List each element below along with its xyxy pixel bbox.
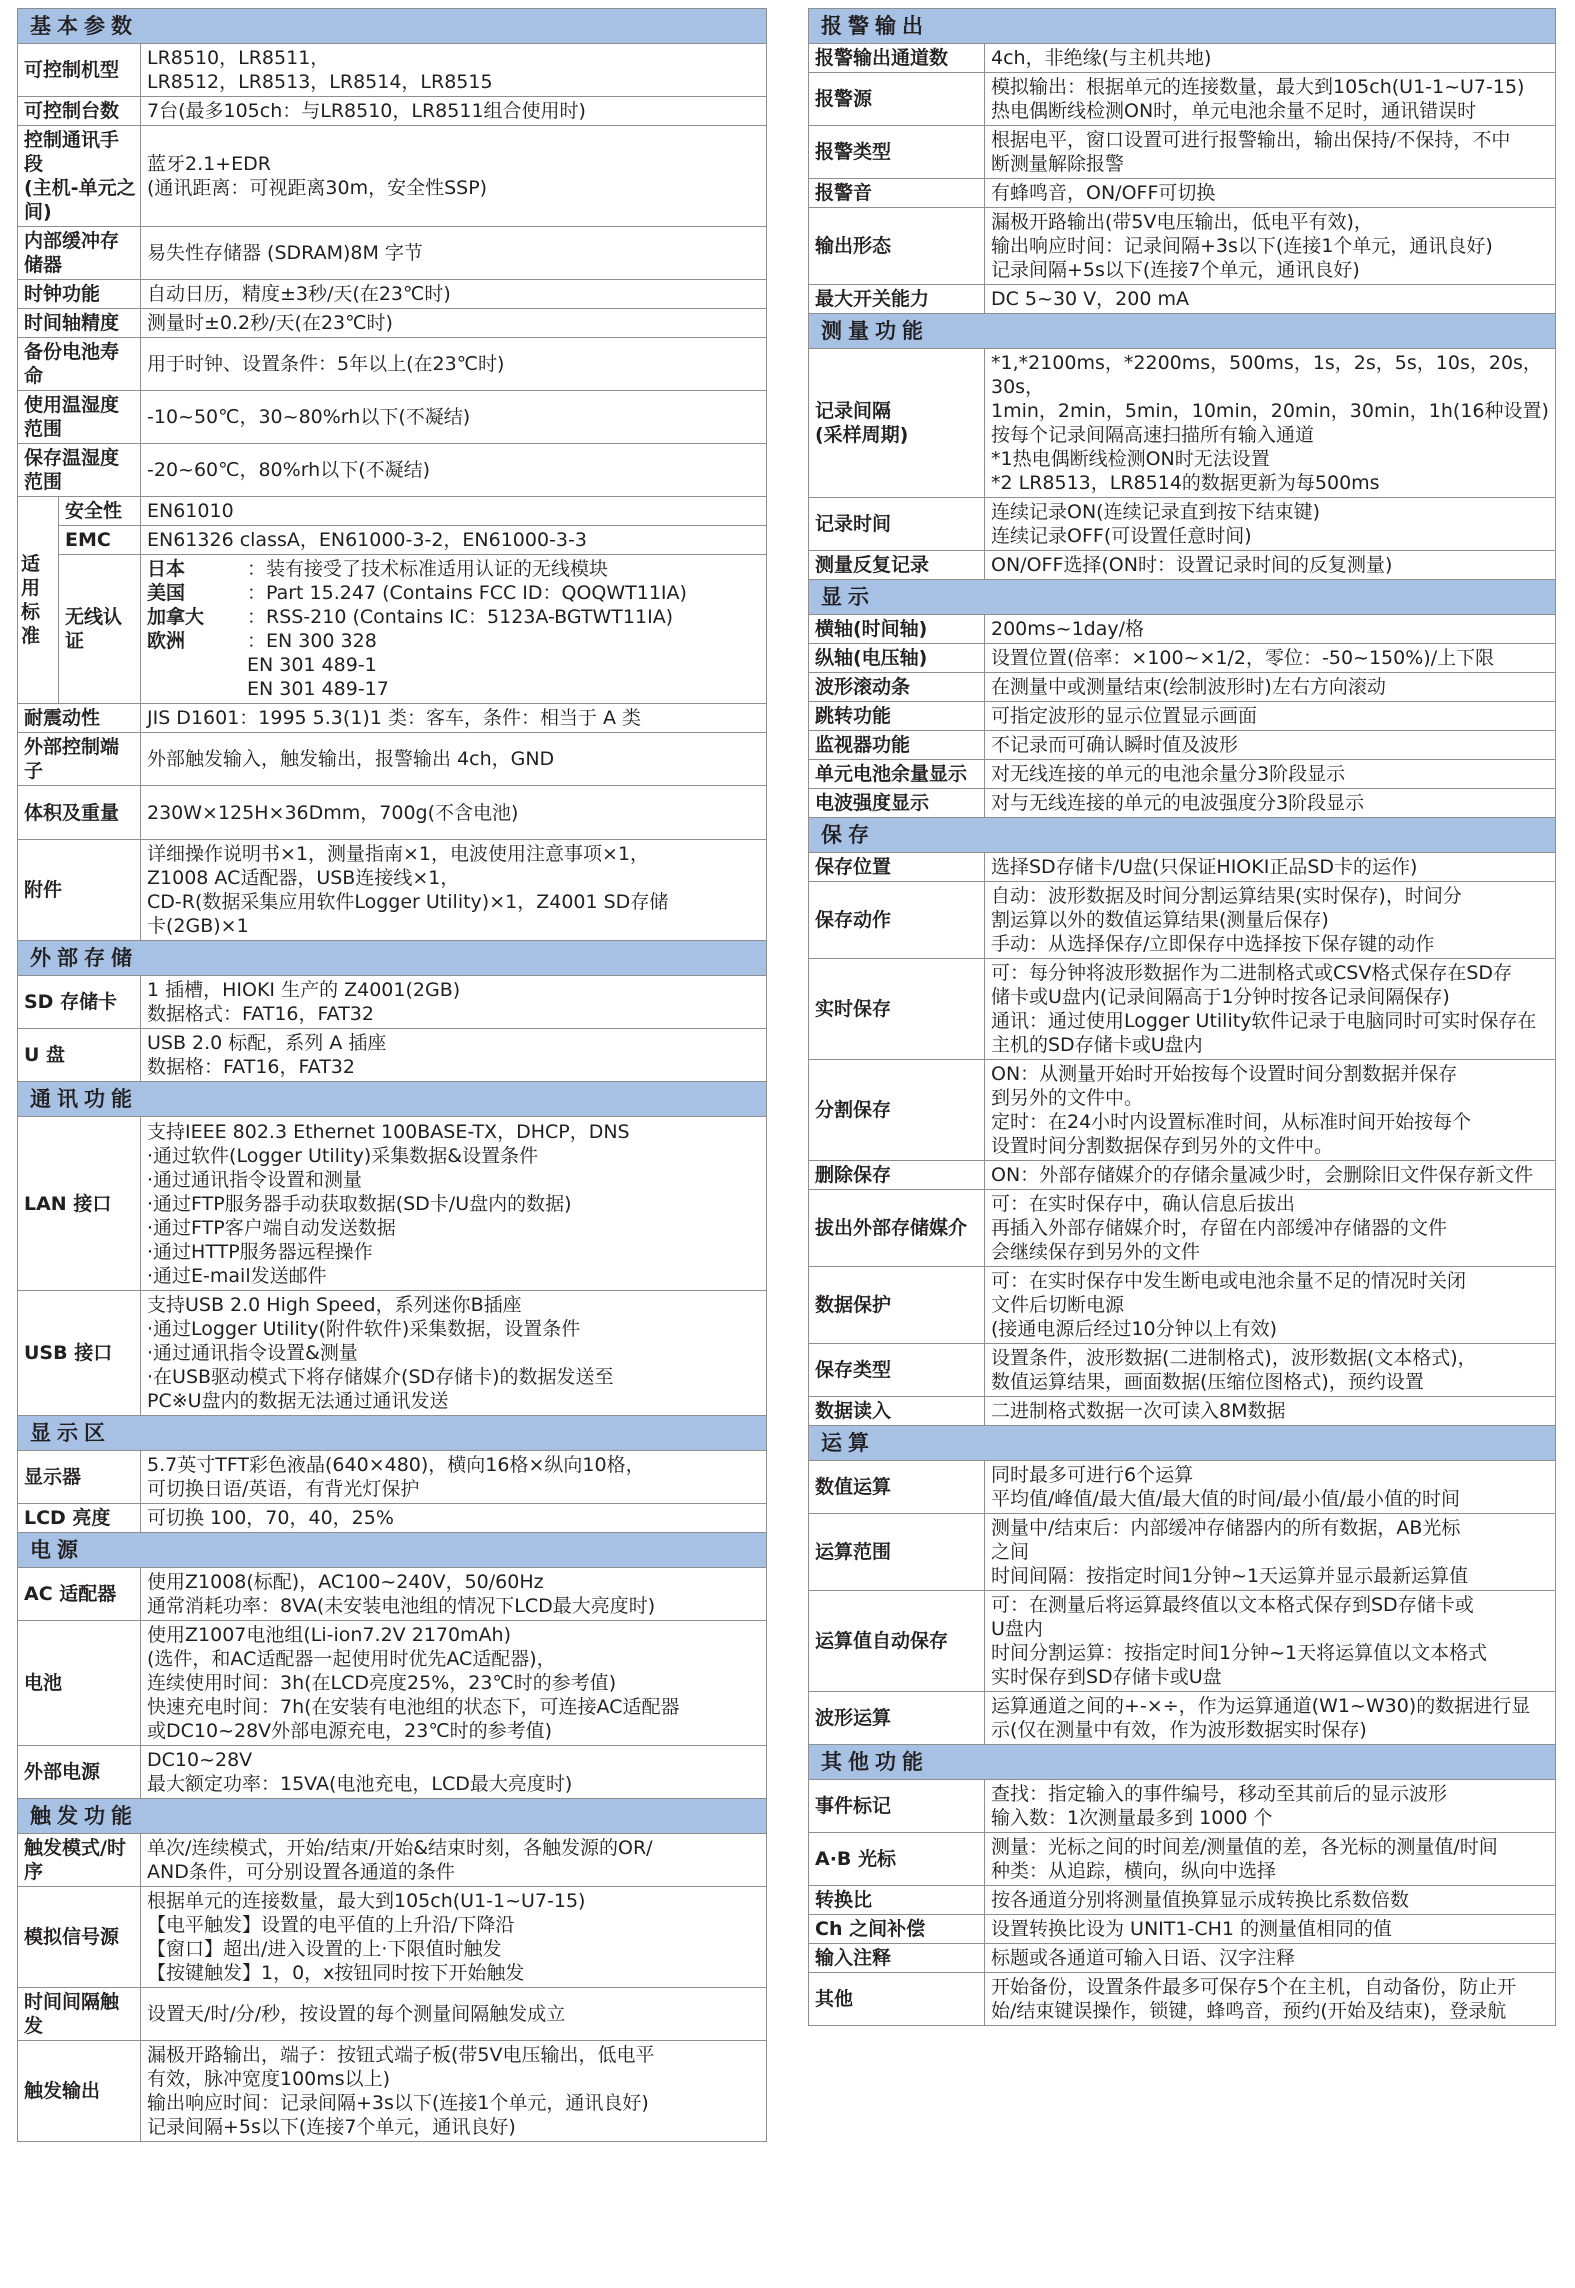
spec-value: 自动：波形数据及时间分割运算结果(实时保存)，时间分 割运算以外的数值运算结果(测量后保存) 手动：从选择保存/立即保存中选择按下保存键的动作 xyxy=(985,882,1556,959)
spec-value: 7台(最多105ch：与LR8510，LR8511组合使用时) xyxy=(141,97,767,126)
spec-value: 模拟输出：根据单元的连接数量，最大到105ch(U1-1~U7-15) 热电偶断线检测ON时，单元电池余量不足时，通讯错误时 xyxy=(985,73,1556,126)
spec-key: 使用温湿度范围 xyxy=(18,391,141,444)
region-label: 日本 xyxy=(147,558,186,580)
spec-value: *1,*2100ms，*2200ms，500ms，1s，2s，5s，10s，20s，30s， 1min，2min，5min，10min，20min，30min，1h(16种设置) 按每个记录间隔高速扫描所有输入通道 *1热电偶断线检测ON时无法设置 *2 LR8513，LR8514的数据更新为每500ms xyxy=(985,349,1556,498)
spec-value: 1 插槽，HIOKI 生产的 Z4001(2GB) 数据格式：FAT16，FAT32 xyxy=(141,976,767,1029)
spec-value: 自动日历，精度±3秒/天(在23℃时) xyxy=(141,280,767,309)
spec-value: 4ch，非绝缘(与主机共地) xyxy=(985,44,1556,73)
spec-value: 测量：光标之间的时间差/测量值的差，各光标的测量值/时间 种类：从追踪，横向，纵向中选择 xyxy=(985,1833,1556,1886)
spec-key: 电池 xyxy=(18,1621,141,1746)
spec-value: 在测量中或测量结束(绘制波形时)左右方向滚动 xyxy=(985,673,1556,702)
spec-value: -20~60℃，80%rh以下(不凝结) xyxy=(141,444,767,497)
spec-key: 运算值自动保存 xyxy=(809,1591,985,1692)
spec-key: 耐震动性 xyxy=(18,704,141,733)
spec-value: 详细操作说明书×1，测量指南×1，电波使用注意事项×1， Z1008 AC适配器，USB连接线×1， CD-R(数据采集应用软件Logger Utility)×1，Z4001 SD存储 卡(2GB)×1 xyxy=(141,840,767,941)
spec-key: 单元电池余量显示 xyxy=(809,760,985,789)
spec-value: DC 5~30 V，200 mA xyxy=(985,285,1556,314)
spec-key: 转换比 xyxy=(809,1886,985,1915)
left-spec-table xyxy=(17,8,767,2142)
spec-key: LAN 接口 xyxy=(18,1117,141,1291)
spec-key: 数值运算 xyxy=(809,1461,985,1514)
spec-value: 用于时钟、设置条件：5年以上(在23℃时) xyxy=(141,338,767,391)
spec-key: 显示器 xyxy=(18,1451,141,1504)
spec-value: 开始备份，设置条件最多可保存5个在主机，自动备份，防止开 始/结束键误操作，锁键，蜂鸣音，预约(开始及结束)，登录航 xyxy=(985,1973,1556,2026)
spec-value: 可：每分钟将波形数据作为二进制格式或CSV格式保存在SD存 储卡或U盘内(记录间隔高于1分钟时按各记录间隔保存) 通讯：通过使用Logger Utility软件记录于电脑同时可实时保存在 主机的SD存储卡或U盘内 xyxy=(985,959,1556,1060)
section-header-storage: 外部存储 xyxy=(18,941,767,976)
spec-key: 时间轴精度 xyxy=(18,309,141,338)
spec-key: 安全性 xyxy=(59,497,141,526)
region-label: 加拿大 xyxy=(147,606,205,628)
spec-key: 测量反复记录 xyxy=(809,551,985,580)
region-value: ：Part 15.247 (Contains FCC ID：QOQWT11IA) xyxy=(247,582,687,604)
region-value: ：RSS-210 (Contains IC：5123A-BGTWT11IA) xyxy=(247,606,674,628)
section-header-trigger: 触发功能 xyxy=(18,1799,767,1834)
section-header-save: 保存 xyxy=(809,818,1556,853)
spec-key: 保存动作 xyxy=(809,882,985,959)
spec-value: 可指定波形的显示位置显示画面 xyxy=(985,702,1556,731)
spec-key: 控制通讯手段 (主机-单元之间) xyxy=(18,126,141,227)
spec-key: 模拟信号源 xyxy=(18,1887,141,1988)
right-spec-table xyxy=(808,8,1556,2026)
spec-value: 可：在实时保存中发生断电或电池余量不足的情况时关闭 文件后切断电源 (接通电源后经过10分钟以上有效) xyxy=(985,1267,1556,1344)
spec-key: 内部缓冲存储器 xyxy=(18,227,141,280)
spec-key: 分割保存 xyxy=(809,1060,985,1161)
spec-key: SD 存储卡 xyxy=(18,976,141,1029)
spec-value: 设置条件，波形数据(二进制格式)，波形数据(文本格式)， 数值运算结果，画面数据(压缩位图格式)，预约设置 xyxy=(985,1344,1556,1397)
section-header-basic: 基本参数 xyxy=(18,9,767,44)
spec-value: 230W×125H×36Dmm，700g(不含电池) xyxy=(141,786,767,840)
spec-value: 支持IEEE 802.3 Ethernet 100BASE-TX，DHCP，DNS ·通过软件(Logger Utility)采集数据&设置条件 ·通过通讯指令设置和测量 ·通过FTP服务器手动获取数据(SD卡/U盘内的数据) ·通过FTP客户端自动发送数据 ·通过HTTP服务器远程操作 ·通过E-mail发送邮件 xyxy=(141,1117,767,1291)
section-header-comm: 通讯功能 xyxy=(18,1082,767,1117)
spec-key: 记录时间 xyxy=(809,498,985,551)
spec-key: 输入注释 xyxy=(809,1944,985,1973)
spec-key: EMC xyxy=(59,526,141,555)
spec-value: 漏极开路输出，端子：按钮式端子板(带5V电压输出，低电平 有效，脉冲宽度100ms以上) 输出响应时间：记录间隔+3s以下(连接1个单元，通讯良好) 记录间隔+5s以下(连接7个单元，通讯良好) xyxy=(141,2041,767,2142)
spec-value: 同时最多可进行6个运算 平均值/峰值/最大值/最大值的时间/最小值/最小值的时间 xyxy=(985,1461,1556,1514)
spec-value: ON：外部存储媒介的存储余量减少时，会删除旧文件保存新文件 xyxy=(985,1161,1556,1190)
spec-key: LCD 亮度 xyxy=(18,1504,141,1533)
spec-key: 实时保存 xyxy=(809,959,985,1060)
spec-value: JIS D1601：1995 5.3(1)1 类：客车，条件：相当于 A 类 xyxy=(141,704,767,733)
wireless-cert-row xyxy=(147,629,762,701)
spec-value: 测量中/结束后：内部缓冲存储器内的所有数据，AB光标 之间 时间间隔：按指定时间1分钟~1天运算并显示最新运算值 xyxy=(985,1514,1556,1591)
spec-value: 蓝牙2.1+EDR (通讯距离：可视距离30m，安全性SSP) xyxy=(141,126,767,227)
spec-value: LR8510，LR8511， LR8512，LR8513，LR8514，LR8515 xyxy=(141,44,767,97)
spec-key: 保存类型 xyxy=(809,1344,985,1397)
spec-key: 报警音 xyxy=(809,179,985,208)
region-label: 欧洲 xyxy=(147,630,186,652)
spec-key: 波形运算 xyxy=(809,1692,985,1745)
spec-key: 保存温湿度范围 xyxy=(18,444,141,497)
wireless-cert-row xyxy=(147,605,762,629)
left-column xyxy=(17,8,766,2142)
spec-value: 漏极开路输出(带5V电压输出，低电平有效)， 输出响应时间：记录间隔+3s以下(连接1个单元，通讯良好) 记录间隔+5s以下(连接7个单元，通讯良好) xyxy=(985,208,1556,285)
spec-key: 体积及重量 xyxy=(18,786,141,840)
spec-value: 5.7英寸TFT彩色液晶(640×480)，横向16格×纵向10格， 可切换日语/英语，有背光灯保护 xyxy=(141,1451,767,1504)
spec-key: 跳转功能 xyxy=(809,702,985,731)
spec-value: 可：在测量后将运算最终值以文本格式保存到SD存储卡或 U盘内 时间分割运算：按指定时间1分钟~1天将运算值以文本格式 实时保存到SD存储卡或U盘 xyxy=(985,1591,1556,1692)
spec-key: 报警类型 xyxy=(809,126,985,179)
spec-key: AC 适配器 xyxy=(18,1568,141,1621)
spec-key: 删除保存 xyxy=(809,1161,985,1190)
spec-value: 连续记录ON(连续记录直到按下结束键) 连续记录OFF(可设置任意时间) xyxy=(985,498,1556,551)
spec-key: 可控制台数 xyxy=(18,97,141,126)
spec-value: EN61326 classA，EN61000-3-2，EN61000-3-3 xyxy=(141,526,767,555)
spec-value: 可：在实时保存中，确认信息后拔出 再插入外部存储媒介时，存留在内部缓冲存储器的文件 会继续保存到另外的文件 xyxy=(985,1190,1556,1267)
spec-value: 根据电平，窗口设置可进行报警输出，输出保持/不保持，不中 断测量解除报警 xyxy=(985,126,1556,179)
right-column xyxy=(808,8,1555,2026)
spec-key: 事件标记 xyxy=(809,1780,985,1833)
section-header-display: 显示区 xyxy=(18,1416,767,1451)
spec-key: 最大开关能力 xyxy=(809,285,985,314)
spec-value: EN61010 xyxy=(141,497,767,526)
section-header-measure: 测量功能 xyxy=(809,314,1556,349)
section-header-power: 电源 xyxy=(18,1533,767,1568)
wireless-cert-row xyxy=(147,581,762,605)
spec-value: ON/OFF选择(ON时：设置记录时间的反复测量) xyxy=(985,551,1556,580)
spec-key: 波形滚动条 xyxy=(809,673,985,702)
wireless-cert-row xyxy=(147,557,762,581)
spec-value: 按各通道分别将测量值换算显示成转换比系数倍数 xyxy=(985,1886,1556,1915)
spec-key: 报警源 xyxy=(809,73,985,126)
spec-key: 拔出外部存储媒介 xyxy=(809,1190,985,1267)
spec-key: 监视器功能 xyxy=(809,731,985,760)
spec-value: 支持USB 2.0 High Speed，系列迷你B插座 ·通过Logger Utility(附件软件)采集数据，设置条件 ·通过通讯指令设置&测量 ·在USB驱动模式下将存储媒介(SD存储卡)的数据发送至 PC※U盘内的数据无法通过通讯发送 xyxy=(141,1291,767,1416)
spec-value: 设置转换比设为 UNIT1-CH1 的测量值相同的值 xyxy=(985,1915,1556,1944)
section-header-display: 显示 xyxy=(809,580,1556,615)
spec-value: DC10~28V 最大额定功率：15VA(电池充电，LCD最大亮度时) xyxy=(141,1746,767,1799)
spec-key: 记录间隔 (采样周期) xyxy=(809,349,985,498)
spec-value: 运算通道之间的+-×÷，作为运算通道(W1~W30)的数据进行显 示(仅在测量中有效，作为波形数据实时保存) xyxy=(985,1692,1556,1745)
spec-value: 测量时±0.2秒/天(在23℃时) xyxy=(141,309,767,338)
spec-key: 报警输出通道数 xyxy=(809,44,985,73)
spec-value: 标题或各通道可输入日语、汉字注释 xyxy=(985,1944,1556,1973)
spec-value: 使用Z1007电池组(Li-ion7.2V 2170mAh) (选件，和AC适配器一起使用时优先AC适配器)， 连续使用时间：3h(在LCD亮度25%，23℃时的参考值) 快速充电时间：7h(在安装有电池组的状态下，可连接AC适配器 或DC10~28V外部电源充电，23℃时的参考值) xyxy=(141,1621,767,1746)
spec-key: 电波强度显示 xyxy=(809,789,985,818)
spec-key: 时钟功能 xyxy=(18,280,141,309)
spec-key: U 盘 xyxy=(18,1029,141,1082)
spec-key: Ch 之间补偿 xyxy=(809,1915,985,1944)
spec-value: USB 2.0 标配，系列 A 插座 数据格：FAT16，FAT32 xyxy=(141,1029,767,1082)
spec-key: 备份电池寿命 xyxy=(18,338,141,391)
region-label: 美国 xyxy=(147,582,186,604)
spec-value: 二进制格式数据一次可读入8M数据 xyxy=(985,1397,1556,1426)
region-value: ：EN 300 328 EN 301 489-1 EN 301 489-17 xyxy=(247,630,389,700)
section-header-alarm: 报警输出 xyxy=(809,9,1556,44)
standards-group-label: 适用 标准 xyxy=(18,497,59,704)
spec-value: 选择SD存储卡/U盘(只保证HIOKI正品SD卡的运作) xyxy=(985,853,1556,882)
spec-value: 单次/连续模式，开始/结束/开始&结束时刻，各触发源的OR/ AND条件，可分别设置各通道的条件 xyxy=(141,1834,767,1887)
spec-key: 外部电源 xyxy=(18,1746,141,1799)
spec-value: 设置天/时/分/秒，按设置的每个测量间隔触发成立 xyxy=(141,1988,767,2041)
spec-key: 数据读入 xyxy=(809,1397,985,1426)
section-header-calc: 运算 xyxy=(809,1426,1556,1461)
spec-value: 200ms~1day/格 xyxy=(985,615,1556,644)
spec-value: 不记录而可确认瞬时值及波形 xyxy=(985,731,1556,760)
spec-value: 外部触发输入，触发输出，报警输出 4ch，GND xyxy=(141,733,767,786)
spec-key: 数据保护 xyxy=(809,1267,985,1344)
spec-key: A·B 光标 xyxy=(809,1833,985,1886)
spec-key: 触发模式/时序 xyxy=(18,1834,141,1887)
spec-key: 外部控制端子 xyxy=(18,733,141,786)
spec-key: 纵轴(电压轴) xyxy=(809,644,985,673)
spec-value: -10~50℃，30~80%rh以下(不凝结) xyxy=(141,391,767,444)
spec-key: 无线认证 xyxy=(59,555,141,704)
spec-value: 使用Z1008(标配)，AC100~240V，50/60Hz 通常消耗功率：8VA(未安装电池组的情况下LCD最大亮度时) xyxy=(141,1568,767,1621)
spec-key: 其他 xyxy=(809,1973,985,2026)
spec-key: USB 接口 xyxy=(18,1291,141,1416)
spec-key: 横轴(时间轴) xyxy=(809,615,985,644)
spec-value: 查找：指定输入的事件编号，移动至其前后的显示波形 输入数：1次测量最多到 1000 个 xyxy=(985,1780,1556,1833)
spec-value: ON：从测量开始时开始按每个设置时间分割数据并保存 到另外的文件中。 定时：在24小时内设置标准时间，从标准时间开始按每个 设置时间分割数据保存到另外的文件中。 xyxy=(985,1060,1556,1161)
spec-key: 附件 xyxy=(18,840,141,941)
spec-value: 易失性存储器 (SDRAM)8M 字节 xyxy=(141,227,767,280)
spec-key: 运算范围 xyxy=(809,1514,985,1591)
spec-value: 有蜂鸣音，ON/OFF可切换 xyxy=(985,179,1556,208)
spec-value: 对与无线连接的单元的电波强度分3阶段显示 xyxy=(985,789,1556,818)
spec-key: 触发输出 xyxy=(18,2041,141,2142)
region-value: ：装有接受了技术标准适用认证的无线模块 xyxy=(247,558,609,580)
spec-value: 可切换 100，70，40，25% xyxy=(141,1504,767,1533)
spec-value: 设置位置(倍率：×100~×1/2，零位：-50~150%)/上下限 xyxy=(985,644,1556,673)
spec-key: 输出形态 xyxy=(809,208,985,285)
spec-key: 时间间隔触发 xyxy=(18,1988,141,2041)
spec-value: 根据单元的连接数量，最大到105ch(U1-1~U7-15) 【电平触发】设置的电平值的上升沿/下降沿 【窗口】超出/进入设置的上·下限值时触发 【按键触发】1，0，x按钮同时按下开始触发 xyxy=(141,1887,767,1988)
spec-key: 保存位置 xyxy=(809,853,985,882)
wireless-cert-list xyxy=(141,555,767,704)
spec-value: 对无线连接的单元的电池余量分3阶段显示 xyxy=(985,760,1556,789)
spec-key: 可控制机型 xyxy=(18,44,141,97)
section-header-other: 其他功能 xyxy=(809,1745,1556,1780)
